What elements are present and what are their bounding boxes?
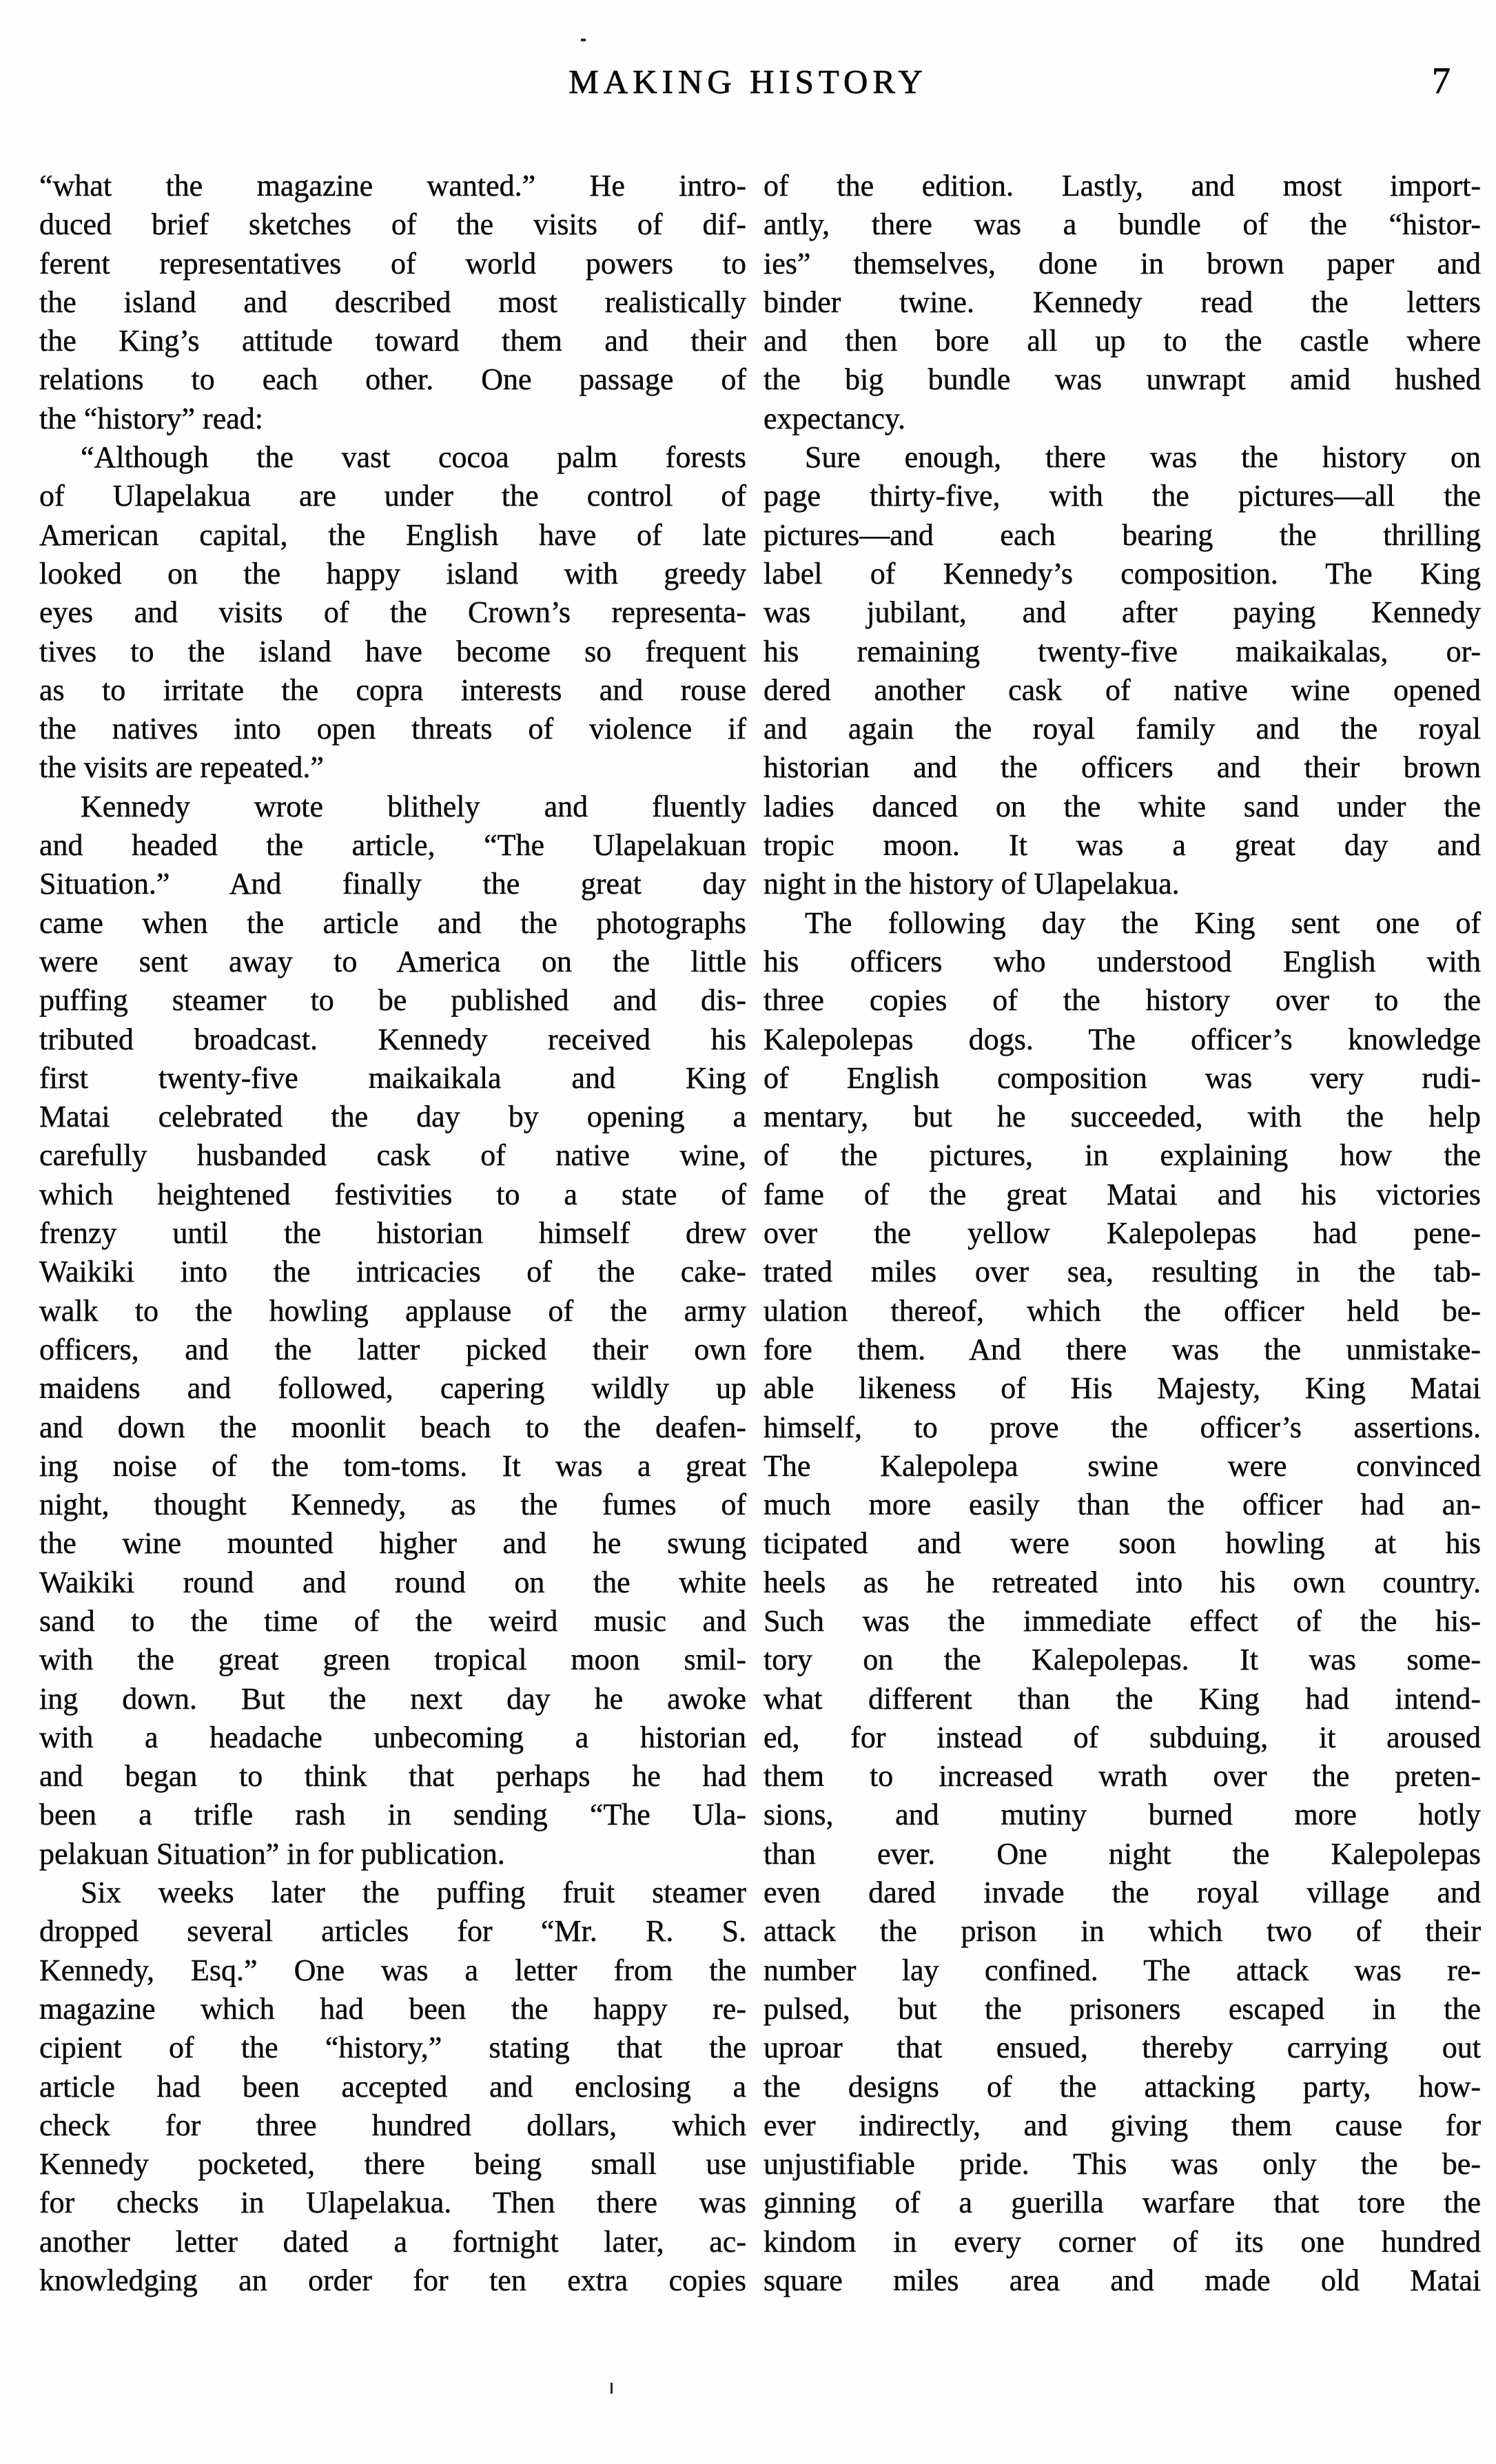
text-line: than ever. One night the Kalepolepas — [764, 1836, 1481, 1871]
text-line: the wine mounted higher and he swung — [39, 1526, 746, 1561]
paragraph — [39, 167, 746, 438]
text-line: The Kalepolepa swine were convinced — [764, 1448, 1481, 1483]
text-line: historian and the officers and their brown — [764, 750, 1481, 785]
text-line: much more easily than the officer had an- — [764, 1488, 1481, 1522]
text-line: of the edition. Lastly, and most import- — [764, 169, 1481, 203]
text-line: frenzy until the historian himself drew — [39, 1216, 746, 1251]
text-line: ulation thereof, which the officer held be- — [764, 1293, 1481, 1328]
left-column — [39, 167, 746, 2300]
text-line: of the pictures, in explaining how the — [764, 1138, 1481, 1173]
text-line: and headed the article, “The Ulapelakuan — [39, 828, 746, 863]
text-line: article had been accepted and enclosing a — [39, 2069, 746, 2104]
text-line: another letter dated a fortnight later, ac- — [39, 2224, 746, 2259]
text-line: maidens and followed, capering wildly up — [39, 1371, 746, 1406]
text-line: with a headache unbecoming a historian — [39, 1720, 746, 1754]
text-line: officers, and the latter picked their own — [39, 1332, 746, 1366]
text-line: pictures—and each bearing the thrilling — [764, 517, 1481, 552]
text-line: the designs of the attacking party, how- — [764, 2069, 1481, 2104]
text-line: tributed broadcast. Kennedy received his — [39, 1022, 746, 1056]
print-artifact-mark — [581, 39, 586, 41]
text-line: what different than the King had intend- — [764, 1681, 1481, 1716]
text-line: ticipated and were soon howling at his — [764, 1526, 1481, 1561]
text-line: them to increased wrath over the preten- — [764, 1759, 1481, 1794]
right-column — [764, 167, 1481, 2300]
text-line: cipient of the “history,” stating that the — [39, 2031, 746, 2065]
text-line: eyes and visits of the Crown’s representa- — [39, 595, 746, 630]
page-title: MAKING HISTORY — [568, 63, 928, 101]
text-line: heels as he retreated into his own country. — [764, 1565, 1481, 1599]
paragraph — [764, 438, 1481, 904]
text-line: label of Kennedy’s composition. The King — [764, 556, 1481, 591]
text-line: ever indirectly, and giving them cause for — [764, 2108, 1481, 2142]
text-line: puffing steamer to be published and dis- — [39, 983, 746, 1018]
text-line: as to irritate the copra interests and rouse — [39, 673, 746, 707]
text-line: trated miles over sea, resulting in the tab- — [764, 1255, 1481, 1289]
text-line: fore them. And there was the unmistake- — [764, 1332, 1481, 1366]
text-line: Sure enough, there was the history on — [805, 440, 1481, 475]
text-line: Waikiki into the intricacies of the cake- — [39, 1255, 746, 1289]
text-line: unjustifiable pride. This was only the be- — [764, 2147, 1481, 2181]
running-head — [0, 0, 1496, 138]
text-line: three copies of the history over to the — [764, 983, 1481, 1018]
text-line: which heightened festivities to a state of — [39, 1177, 746, 1211]
text-line: mentary, but he succeeded, with the help — [764, 1100, 1481, 1134]
paragraph — [39, 1873, 746, 2300]
text-line: first twenty-five maikaikala and King — [39, 1060, 746, 1095]
text-line: and again the royal family and the royal — [764, 712, 1481, 746]
text-line: his officers who understood English with — [764, 944, 1481, 978]
text-line: antly, there was a bundle of the “histor- — [764, 207, 1481, 242]
text-line: relations to each other. One passage of — [39, 362, 746, 397]
text-line: “Although the vast cocoa palm forests — [81, 440, 746, 475]
text-line: ies” themselves, done in brown paper and — [764, 246, 1481, 280]
text-line: the natives into open threats of violence if — [39, 712, 746, 746]
text-line: page thirty-five, with the pictures—all the — [764, 479, 1481, 513]
text-line: duced brief sketches of the visits of dif- — [39, 207, 746, 242]
text-line: and down the moonlit beach to the deafen- — [39, 1410, 746, 1444]
text-line: Waikiki round and round on the white — [39, 1565, 746, 1599]
paragraph — [39, 438, 746, 788]
text-line: attack the prison in which two of their — [764, 1914, 1481, 1949]
text-line: tory on the Kalepolepas. It was some- — [764, 1643, 1481, 1677]
text-line: carefully husbanded cask of native wine, — [39, 1138, 746, 1173]
text-line: came when the article and the photographs — [39, 905, 746, 940]
page-number: 7 — [1432, 60, 1451, 101]
text-line: kindom in every corner of its one hundred — [764, 2224, 1481, 2259]
text-line: ferent representatives of world powers to — [39, 246, 746, 280]
text-line: square miles area and made old Matai — [764, 2263, 1481, 2298]
text-line: and then bore all up to the castle where — [764, 324, 1481, 358]
text-line: fame of the great Matai and his victories — [764, 1177, 1481, 1211]
text-line: tives to the island have become so frequent — [39, 634, 746, 668]
text-line: himself, to prove the officer’s assertions. — [764, 1410, 1481, 1444]
text-line: dered another cask of native wine opened — [764, 673, 1481, 707]
text-line: check for three hundred dollars, which — [39, 2108, 746, 2142]
paragraph — [39, 788, 746, 1873]
text-line: the King’s attitude toward them and their — [39, 324, 746, 358]
text-line: night in the history of Ulapelakua. — [764, 867, 1180, 901]
text-line: number lay confined. The attack was re- — [764, 1953, 1481, 1987]
text-line: with the great green tropical moon smil- — [39, 1643, 746, 1677]
text-line: Such was the immediate effect of the his- — [764, 1603, 1481, 1638]
text-line: Kennedy, Esq.” One was a letter from the — [39, 1953, 746, 1987]
text-line: Kalepolepas dogs. The officer’s knowledge — [764, 1022, 1481, 1056]
text-line: the visits are repeated.” — [39, 750, 324, 785]
text-line: able likeness of His Majesty, King Matai — [764, 1371, 1481, 1406]
text-line: sions, and mutiny burned more hotly — [764, 1798, 1481, 1832]
text-line: ed, for instead of subduing, it aroused — [764, 1720, 1481, 1754]
text-line: Matai celebrated the day by opening a — [39, 1100, 746, 1134]
text-line: The following day the King sent one of — [805, 905, 1481, 940]
text-line: the big bundle was unwrapt amid hushed — [764, 362, 1481, 397]
paragraph — [764, 167, 1481, 438]
text-line: ing noise of the tom-toms. It was a great — [39, 1448, 746, 1483]
text-line: were sent away to America on the little — [39, 944, 746, 978]
text-line: of Ulapelakua are under the control of — [39, 479, 746, 513]
text-line: tropic moon. It was a great day and — [764, 828, 1481, 863]
text-line: pelakuan Situation” in for publication. — [39, 1836, 505, 1871]
text-line: knowledging an order for ten extra copies — [39, 2263, 746, 2298]
text-line: was jubilant, and after paying Kennedy — [764, 595, 1481, 630]
text-line: ladies danced on the white sand under the — [764, 789, 1481, 823]
text-line: even dared invade the royal village and — [764, 1876, 1481, 1910]
text-line: pulsed, but the prisoners escaped in the — [764, 1991, 1481, 2026]
text-line: and began to think that perhaps he had — [39, 1759, 746, 1794]
text-line: magazine which had been the happy re- — [39, 1991, 746, 2026]
text-line: night, thought Kennedy, as the fumes of — [39, 1488, 746, 1522]
text-line: binder twine. Kennedy read the letters — [764, 285, 1481, 319]
text-line: sand to the time of the weird music and — [39, 1603, 746, 1638]
paragraph — [764, 904, 1481, 2301]
text-line: Situation.” And finally the great day — [39, 867, 746, 901]
text-line: for checks in Ulapelakua. Then there was — [39, 2186, 746, 2220]
text-line: Kennedy wrote blithely and fluently — [81, 789, 746, 823]
text-line: uproar that ensued, thereby carrying out — [764, 2031, 1481, 2065]
text-line: American capital, the English have of late — [39, 517, 746, 552]
text-line: his remaining twenty-five maikaikalas, or- — [764, 634, 1481, 668]
text-line: the “history” read: — [39, 401, 263, 435]
text-line: been a trifle rash in sending “The Ula- — [39, 1798, 746, 1832]
text-line: “what the magazine wanted.” He intro- — [39, 169, 746, 203]
text-line: ginning of a guerilla warfare that tore the — [764, 2186, 1481, 2220]
text-line: walk to the howling applause of the army — [39, 1293, 746, 1328]
text-line: Kennedy pocketed, there being small use — [39, 2147, 746, 2181]
text-line: looked on the happy island with greedy — [39, 556, 746, 591]
print-artifact-mark — [611, 2383, 613, 2394]
text-line: Six weeks later the puffing fruit steamer — [81, 1876, 746, 1910]
text-line: over the yellow Kalepolepas had pene- — [764, 1216, 1481, 1251]
text-line: of English composition was very rudi- — [764, 1060, 1481, 1095]
text-line: the island and described most realistically — [39, 285, 746, 319]
text-line: dropped several articles for “Mr. R. S. — [39, 1914, 746, 1949]
text-line: ing down. But the next day he awoke — [39, 1681, 746, 1716]
text-line: expectancy. — [764, 401, 906, 435]
